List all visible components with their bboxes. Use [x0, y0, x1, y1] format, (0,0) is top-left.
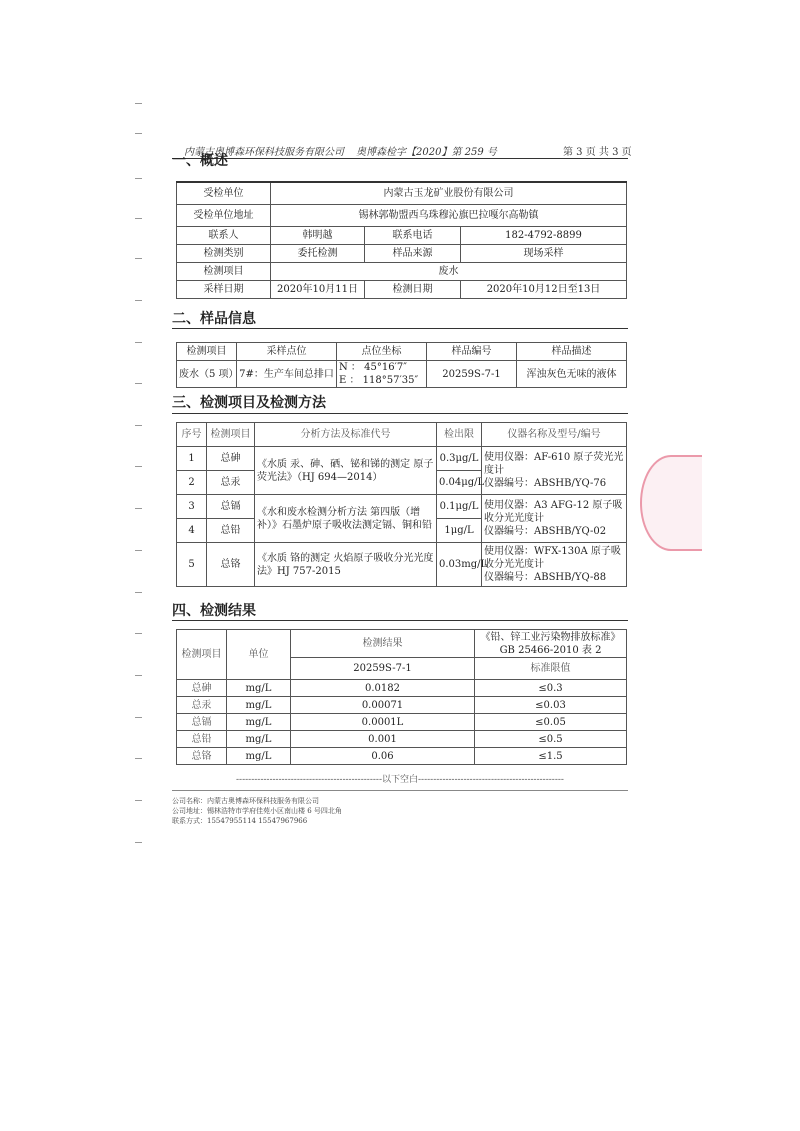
header-page-number: 第 3 页 共 3 页	[563, 147, 632, 158]
overview-label-test-date: 检测日期	[365, 280, 461, 298]
methods-header-no: 序号	[177, 423, 207, 447]
methods-method-3: 《水质 铬的测定 火焰原子吸收分光光度法》HJ 757-2015	[255, 543, 437, 587]
section-rule	[172, 328, 628, 329]
results-row-item: 总铬	[177, 748, 227, 765]
methods-row-no: 5	[177, 543, 207, 587]
results-row-unit: mg/L	[227, 714, 291, 731]
results-header-limit: 标准限值	[475, 658, 627, 680]
sample-item: 废水（5 项）	[177, 361, 237, 388]
results-header-unit: 单位	[227, 630, 291, 680]
methods-instrument-2-name: 使用仪器：A3 AFG-12 原子吸收分光光度计	[484, 500, 623, 524]
footer-company-name: 公司名称：内蒙古奥博森环保科技服务有限公司	[172, 797, 319, 805]
methods-row-no: 4	[177, 519, 207, 543]
binder-tick	[135, 842, 142, 843]
sample-point: 7#：生产车间总排口	[237, 361, 337, 388]
binder-tick	[135, 508, 142, 509]
results-row-item: 总铅	[177, 731, 227, 748]
header-report-number: 奥博森检字【2020】第 259 号	[356, 147, 497, 158]
results-row-item: 总汞	[177, 697, 227, 714]
methods-row-item: 总汞	[207, 471, 255, 495]
results-table	[176, 629, 627, 765]
methods-instrument-2	[482, 495, 627, 543]
footer-rule	[172, 790, 628, 791]
sample-header-desc: 样品描述	[517, 343, 627, 361]
methods-table	[176, 422, 627, 587]
binder-tick	[135, 103, 142, 104]
sample-table	[176, 342, 627, 388]
overview-value-source: 现场采样	[461, 244, 627, 262]
overview-label-phone: 联系电话	[365, 226, 461, 244]
results-header-result: 检测结果	[291, 630, 475, 658]
results-header-item: 检测项目	[177, 630, 227, 680]
binder-tick	[135, 258, 142, 259]
overview-value-unit: 内蒙古玉龙矿业股份有限公司	[271, 182, 627, 204]
sample-header-coord: 点位坐标	[337, 343, 427, 361]
methods-row-limit: 0.3μg/L	[437, 447, 482, 471]
methods-instrument-3	[482, 543, 627, 587]
results-row-limit: ≤0.3	[475, 680, 627, 697]
section-heading-sample: 二、样品信息	[172, 311, 256, 327]
results-header-sample: 20259S-7-1	[291, 658, 475, 680]
binder-tick	[135, 342, 142, 343]
results-row-limit: ≤1.5	[475, 748, 627, 765]
results-header-standard: 《铅、锌工业污染物排放标准》GB 25466-2010 表 2	[475, 630, 627, 658]
results-row-value: 0.001	[291, 731, 475, 748]
methods-header-method: 分析方法及标准代号	[255, 423, 437, 447]
methods-header-limit: 检出限	[437, 423, 482, 447]
methods-header-instrument: 仪器名称及型号/编号	[482, 423, 627, 447]
section-heading-results: 四、检测结果	[172, 603, 256, 619]
overview-label-source: 样品来源	[365, 244, 461, 262]
seal-stamp	[640, 455, 702, 551]
overview-value-item: 废水	[271, 262, 627, 280]
methods-row-item: 总镉	[207, 495, 255, 519]
binder-tick	[135, 133, 142, 134]
results-row-item: 总镉	[177, 714, 227, 731]
results-row-limit: ≤0.05	[475, 714, 627, 731]
overview-label-address: 受检单位地址	[177, 204, 271, 226]
results-row-value: 0.00071	[291, 697, 475, 714]
sample-header-item: 检测项目	[177, 343, 237, 361]
overview-table	[176, 181, 627, 299]
sample-coordinates	[337, 361, 427, 388]
methods-row-item: 总铬	[207, 543, 255, 587]
footer-contact: 联系方式：15547955114 15547967966	[172, 817, 308, 825]
binder-tick	[135, 675, 142, 676]
methods-row-no: 2	[177, 471, 207, 495]
overview-value-phone: 182-4792-8899	[461, 226, 627, 244]
section-rule	[172, 413, 628, 414]
results-row-limit: ≤0.5	[475, 731, 627, 748]
methods-method-1: 《水质 汞、砷、硒、铋和锑的测定 原子荧光法》（HJ 694—2014）	[255, 447, 437, 495]
binder-tick	[135, 178, 142, 179]
binder-tick	[135, 425, 142, 426]
methods-instrument-1-code: 仪器编号：ABSHB/YQ-76	[484, 478, 607, 489]
methods-instrument-3-code: 仪器编号：ABSHB/YQ-88	[484, 572, 607, 583]
overview-label-unit: 受检单位	[177, 182, 271, 204]
results-row-value: 0.06	[291, 748, 475, 765]
overview-value-sample-date: 2020年10月11日	[271, 280, 365, 298]
overview-label-item: 检测项目	[177, 262, 271, 280]
binder-tick	[135, 633, 142, 634]
header-rule	[172, 158, 628, 159]
results-row-value: 0.0182	[291, 680, 475, 697]
methods-row-no: 3	[177, 495, 207, 519]
footer-company-address: 公司地址：锡林浩特市学府佳苑小区南山楼 6 号四北角	[172, 807, 342, 815]
section-heading-overview: 一、概述	[172, 153, 228, 169]
overview-value-test-date: 2020年10月12日至13日	[461, 280, 627, 298]
binder-tick	[135, 800, 142, 801]
results-row-item: 总砷	[177, 680, 227, 697]
sample-header-point: 采样点位	[237, 343, 337, 361]
sample-code: 20259S-7-1	[427, 361, 517, 388]
blank-below-note: ------------------------------------------------以下空白------------------------------------------------	[236, 775, 564, 785]
methods-row-limit: 0.1μg/L	[437, 495, 482, 519]
methods-row-limit: 0.03mg/L	[437, 543, 482, 587]
overview-value-contact: 韩明越	[271, 226, 365, 244]
methods-row-limit: 0.04μg/L	[437, 471, 482, 495]
section-heading-methods: 三、检测项目及检测方法	[172, 395, 326, 411]
binder-tick	[135, 218, 142, 219]
results-row-unit: mg/L	[227, 680, 291, 697]
methods-row-no: 1	[177, 447, 207, 471]
sample-coord-n: N ： 45°16′7″	[339, 362, 407, 373]
results-row-unit: mg/L	[227, 697, 291, 714]
methods-row-limit: 1μg/L	[437, 519, 482, 543]
sample-desc: 浑浊灰色无味的液体	[517, 361, 627, 388]
header-company: 内蒙古奥博森环保科技服务有限公司	[184, 147, 344, 158]
binder-tick	[135, 550, 142, 551]
methods-instrument-1	[482, 447, 627, 495]
methods-instrument-2-code: 仪器编号：ABSHB/YQ-02	[484, 526, 607, 537]
sample-header-code: 样品编号	[427, 343, 517, 361]
binder-tick	[135, 466, 142, 467]
results-row-limit: ≤0.03	[475, 697, 627, 714]
results-row-unit: mg/L	[227, 748, 291, 765]
results-row-value: 0.0001L	[291, 714, 475, 731]
methods-row-item: 总砷	[207, 447, 255, 471]
overview-label-sample-date: 采样日期	[177, 280, 271, 298]
binder-tick	[135, 758, 142, 759]
methods-method-2: 《水和废水检测分析方法 第四版（增补）》石墨炉原子吸收法测定镉、铜和铅	[255, 495, 437, 543]
methods-header-item: 检测项目	[207, 423, 255, 447]
overview-value-type: 委托检测	[271, 244, 365, 262]
binder-tick	[135, 383, 142, 384]
methods-instrument-1-name: 使用仪器：AF-610 原子荧光光度计	[484, 452, 624, 476]
overview-value-address: 锡林郭勒盟西乌珠穆沁旗巴拉嘎尔高勒镇	[271, 204, 627, 226]
binder-tick	[135, 592, 142, 593]
methods-row-item: 总铅	[207, 519, 255, 543]
methods-instrument-3-name: 使用仪器：WFX-130A 原子吸收分光光度计	[484, 546, 621, 570]
overview-label-type: 检测类别	[177, 244, 271, 262]
binder-tick	[135, 300, 142, 301]
overview-label-contact: 联系人	[177, 226, 271, 244]
sample-coord-e: E ： 118°57′35″	[339, 375, 419, 386]
section-rule	[172, 620, 628, 621]
results-row-unit: mg/L	[227, 731, 291, 748]
binder-tick	[135, 717, 142, 718]
